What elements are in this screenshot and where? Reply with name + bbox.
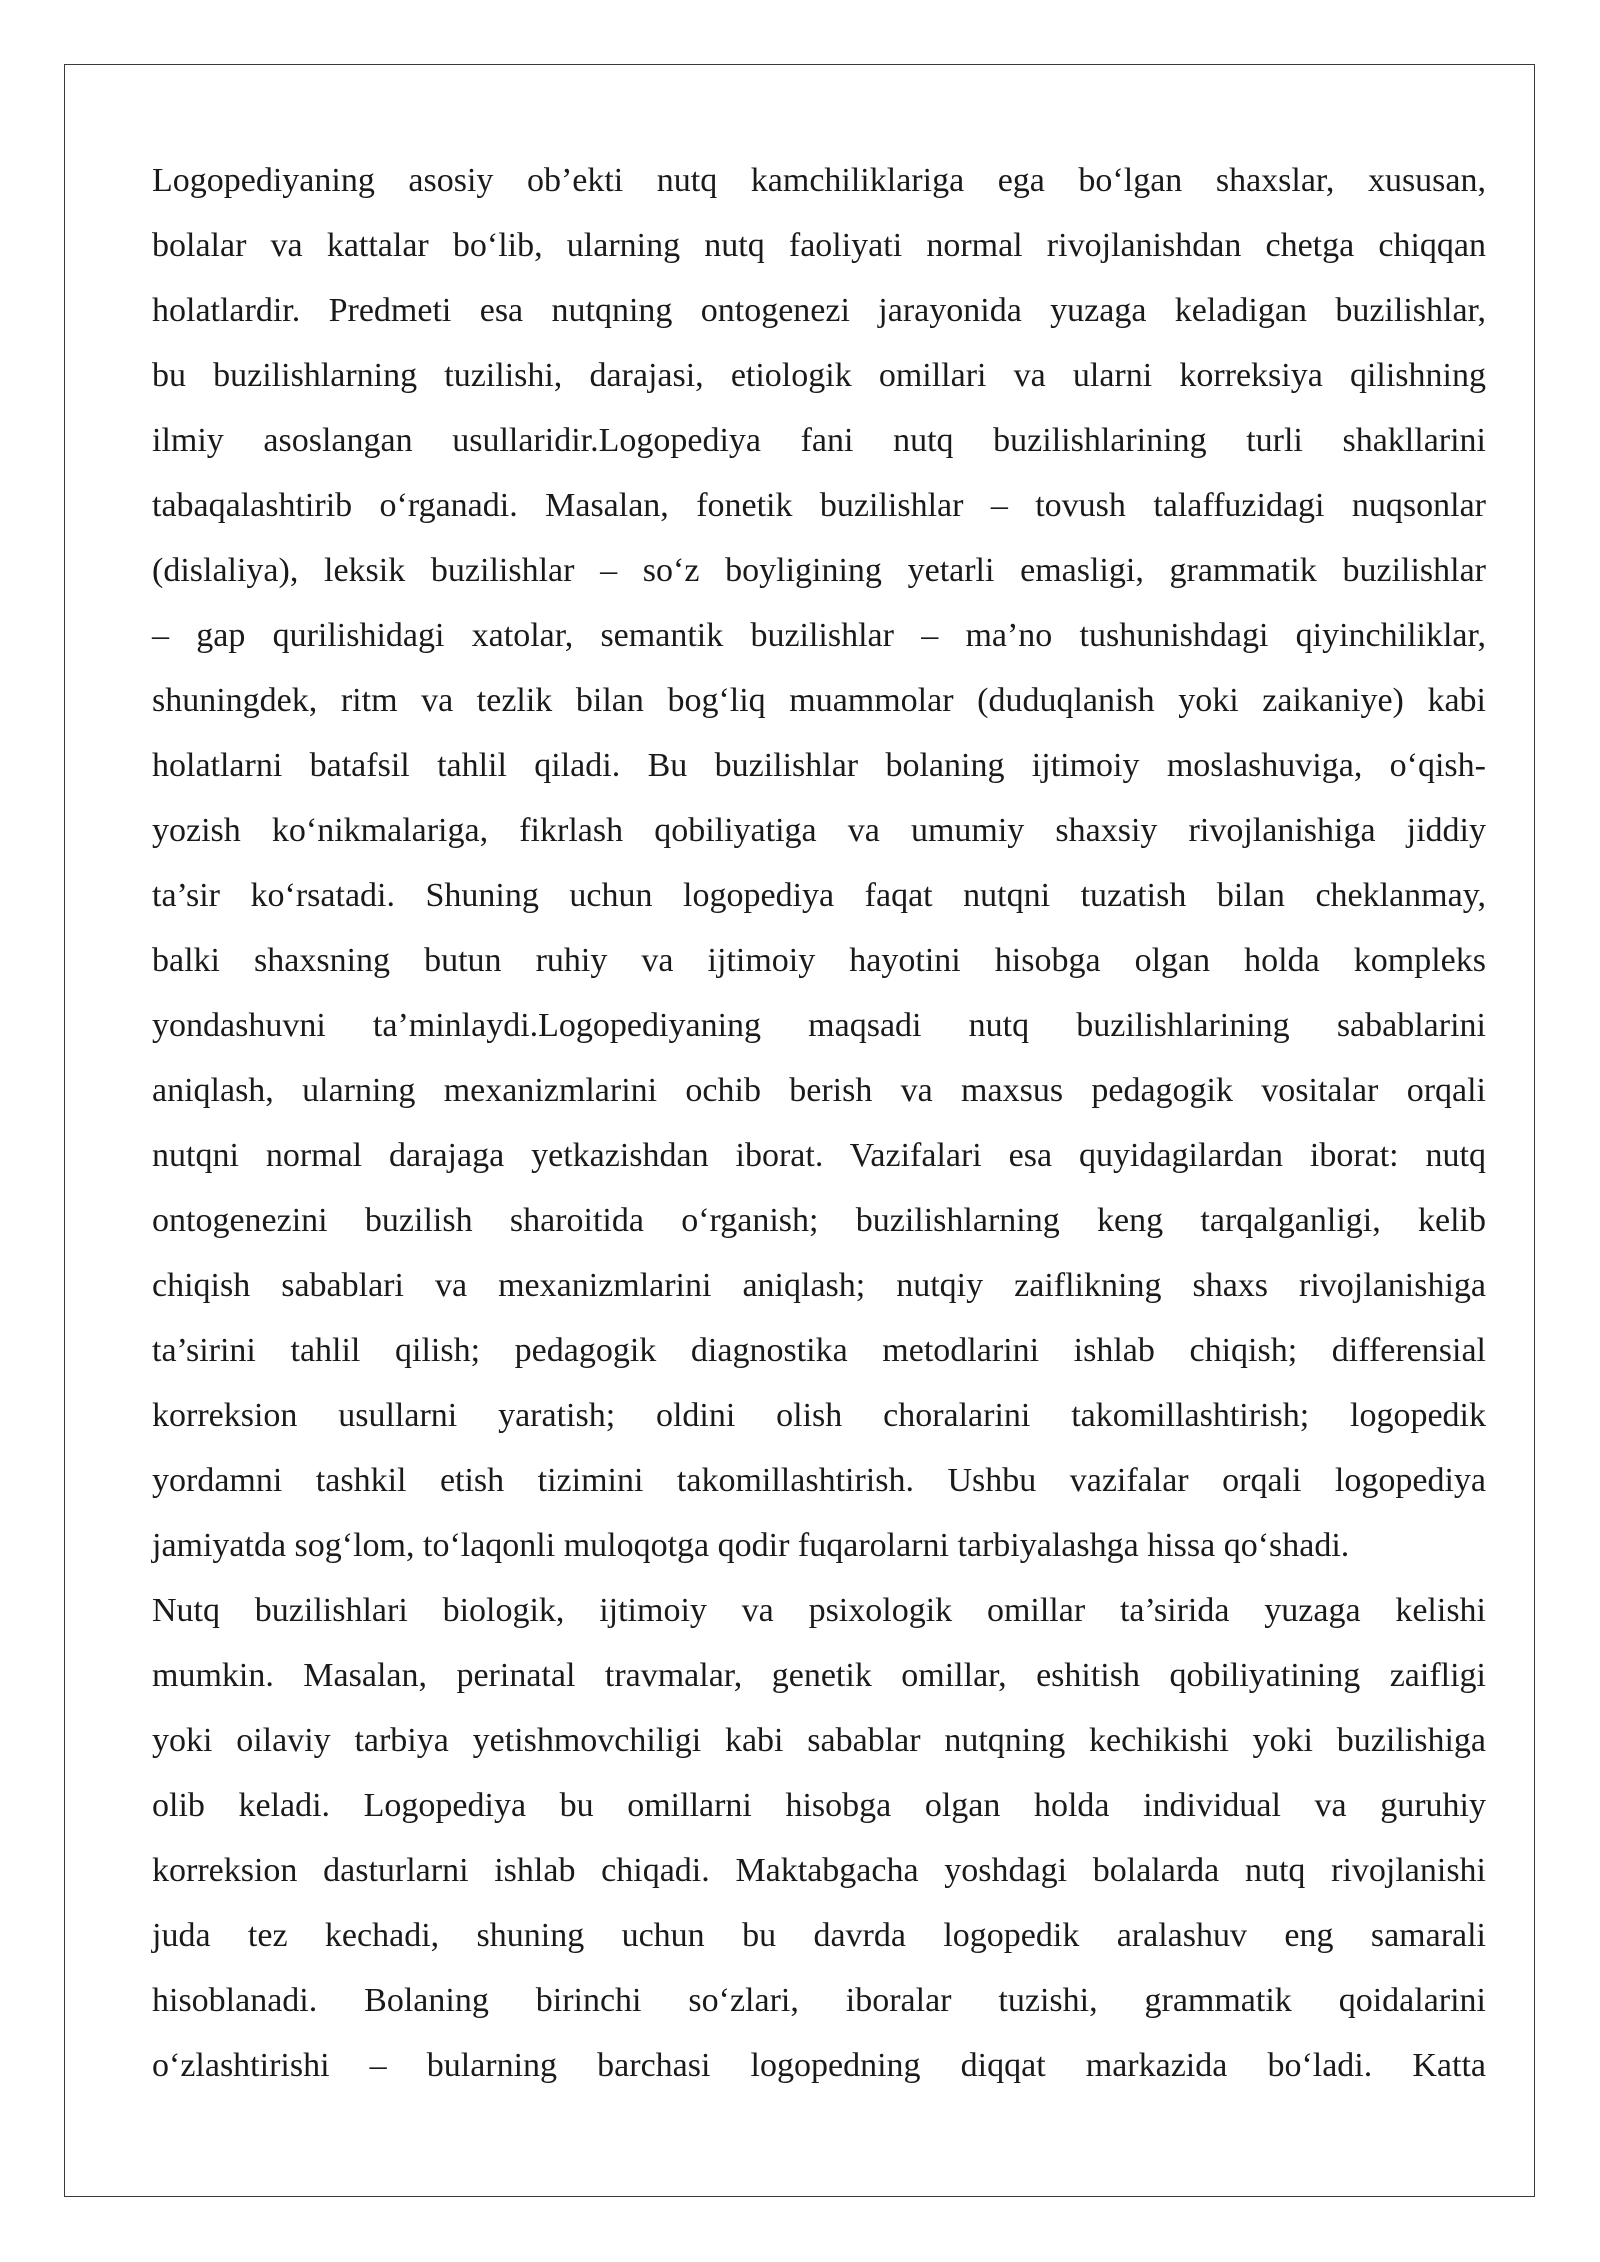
text-line: Nutq buzilishlari biologik, ijtimoiy va psixologik omillar ta’sirida yuzaga kelishi — [152, 1592, 1486, 1629]
text-line: (dislaliya), leksik buzilishlar – so‘z boyligining yetarli emasligi, grammatik buzilishlar — [152, 552, 1486, 589]
text-line: bolalar va kattalar bo‘lib, ularning nutq faoliyati normal rivojlanishdan chetga chiqqan — [152, 227, 1486, 264]
text-line: o‘zlashtirishi – bularning barchasi logopedning diqqat markazida bo‘ladi. Katta — [152, 2047, 1486, 2084]
text-line: mumkin. Masalan, perinatal travmalar, genetik omillar, eshitish qobiliyatining zaifligi — [152, 1657, 1486, 1694]
text-line: ta’sirini tahlil qilish; pedagogik diagnostika metodlarini ishlab chiqish; differensial — [152, 1332, 1486, 1369]
text-line: ontogenezini buzilish sharoitida o‘rganish; buzilishlarning keng tarqalganligi, kelib — [152, 1202, 1486, 1239]
text-line: shuningdek, ritm va tezlik bilan bog‘liq muammolar (duduqlanish yoki zaikaniye) kabi — [152, 682, 1486, 719]
text-line: balki shaxsning butun ruhiy va ijtimoiy hayotini hisobga olgan holda kompleks — [152, 942, 1486, 979]
text-line: korreksion usullarni yaratish; oldini olish choralarini takomillashtirish; logopedik — [152, 1397, 1486, 1434]
text-line: yondashuvni ta’minlaydi.Logopediyaning maqsadi nutq buzilishlarining sabablarini — [152, 1007, 1486, 1044]
text-line: ta’sir ko‘rsatadi. Shuning uchun logopediya faqat nutqni tuzatish bilan cheklanmay, — [152, 877, 1486, 914]
text-line: olib keladi. Logopediya bu omillarni hisobga olgan holda individual va guruhiy — [152, 1787, 1486, 1824]
text-line: hisoblanadi. Bolaning birinchi so‘zlari, iboralar tuzishi, grammatik qoidalarini — [152, 1982, 1486, 2019]
text-line: yozish ko‘nikmalariga, fikrlash qobiliyatiga va umumiy shaxsiy rivojlanishiga jiddiy — [152, 812, 1486, 849]
text-line: holatlarni batafsil tahlil qiladi. Bu buzilishlar bolaning ijtimoiy moslashuviga, o‘qish- — [152, 747, 1486, 784]
text-line: Logopediyaning asosiy ob’ekti nutq kamchiliklariga ega bo‘lgan shaxslar, xususan, — [152, 162, 1486, 199]
text-line: yordamni tashkil etish tizimini takomillashtirish. Ushbu vazifalar orqali logopediya — [152, 1462, 1486, 1499]
text-line: holatlardir. Predmeti esa nutqning ontogenezi jarayonida yuzaga keladigan buzilishlar, — [152, 292, 1486, 329]
text-line: tabaqalashtirib o‘rganadi. Masalan, fonetik buzilishlar – tovush talaffuzidagi nuqsonlar — [152, 487, 1486, 524]
text-line: juda tez kechadi, shuning uchun bu davrda logopedik aralashuv eng samarali — [152, 1917, 1486, 1954]
text-line: nutqni normal darajaga yetkazishdan iborat. Vazifalari esa quyidagilardan iborat: nutq — [152, 1137, 1486, 1174]
text-line: – gap qurilishidagi xatolar, semantik buzilishlar – ma’no tushunishdagi qiyinchiliklar, — [152, 617, 1486, 654]
text-line: aniqlash, ularning mexanizmlarini ochib berish va maxsus pedagogik vositalar orqali — [152, 1072, 1486, 1109]
text-line: chiqish sabablari va mexanizmlarini aniqlash; nutqiy zaiflikning shaxs rivojlanishiga — [152, 1267, 1486, 1304]
text-line: korreksion dasturlarni ishlab chiqadi. Maktabgacha yoshdagi bolalarda nutq rivojlanishi — [152, 1852, 1486, 1889]
text-line: ilmiy asoslangan usullaridir.Logopediya fani nutq buzilishlarining turli shakllarini — [152, 422, 1486, 459]
text-line: bu buzilishlarning tuzilishi, darajasi, etiologik omillari va ularni korreksiya qilishning — [152, 357, 1486, 394]
document-body — [152, 148, 1486, 2098]
text-line: yoki oilaviy tarbiya yetishmovchiligi kabi sabablar nutqning kechikishi yoki buzilishiga — [152, 1722, 1486, 1759]
text-line: jamiyatda sog‘lom, to‘laqonli muloqotga qodir fuqarolarni tarbiyalashga hissa qo‘shadi. — [152, 1527, 1350, 1564]
